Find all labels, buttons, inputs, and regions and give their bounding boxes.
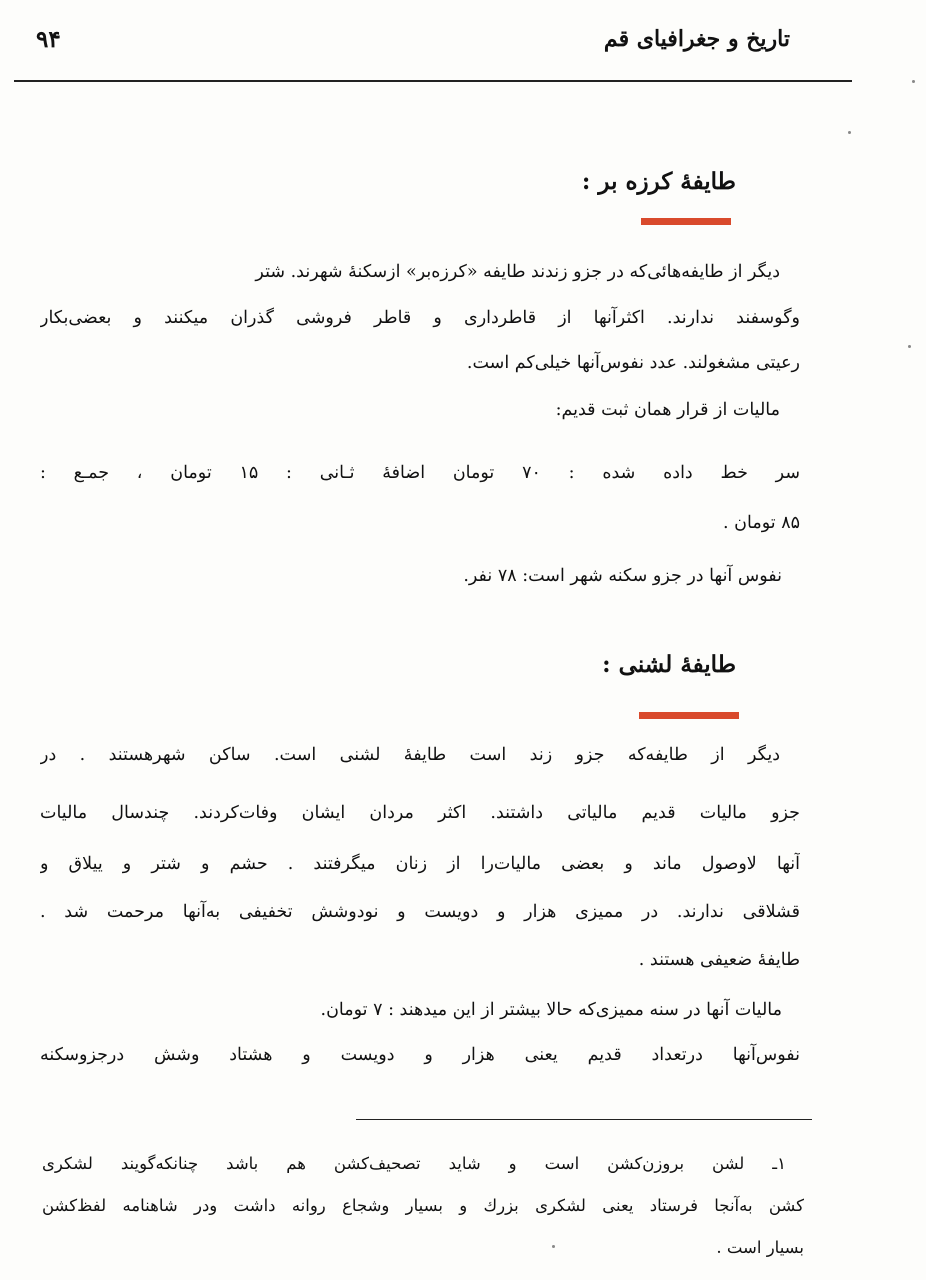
paragraph-line: دیگر از طایفه‌هائی‌که در جزو زندند طایفه «کرزه‌بر» ازسکنۀ شهرند. شتر [255,262,780,282]
paragraph-line: قشلاقی ندارند. در ممیزی هزار و دویست و نودوشش تخفیفی به‌آنها مرحمت شد . [40,902,800,922]
footnote-line: کشن به‌آنجا فرستاد یعنی لشکری بزرك و بسیار وشجاع روانه داشت ودر شاهنامه لفظ‌کشن [42,1196,804,1215]
paragraph-line: مالیات آنها در سنه ممیزی‌که حالا بیشتر از این میدهند : ۷ تومان. [320,1000,782,1020]
scan-speck [908,345,911,348]
page-number: ۹۴ [36,26,61,53]
scan-speck [912,80,915,83]
running-title: تاریخ و جغرافیای قم [603,26,790,52]
scan-speck [848,131,851,134]
section-heading-karzebar: طایفۀ کرزه بر : [581,168,736,195]
paragraph-line: طایفۀ ضعیفی هستند . [638,950,800,970]
footnote-line: ۱ـ لشن بروزن‌کشن است و شاید تصحیف‌کشن هم باشد چنانکه‌گویند لشکری [42,1154,786,1173]
paragraph-line: رعیتی مشغولند. عدد نفوس‌آنها خیلی‌کم است. [466,353,800,373]
scan-speck [552,1245,555,1248]
paragraph-line: نفوس آنها در جزو سکنه شهر است: ۷۸ نفر. [463,566,782,586]
header-rule [14,80,852,82]
paragraph-line: وگوسفند ندارند. اکثرآنها از قاطرداری و قاطر فروشی گذران میکنند و بعضی‌بکار [40,308,800,328]
paragraph-line: ۸۵ تومان . [723,513,800,533]
paragraph-line: مالیات از قرار همان ثبت قدیم: [555,400,780,420]
paragraph-line: دیگر از طایفه‌که جزو زند است طایفۀ لشنی است. ساکن شهرهستند . در [40,745,780,765]
paragraph-line: آنها لاوصول ماند و بعضی مالیات‌را از زنان میگرفتند . حشم و شتر و ییلاق و [40,854,800,874]
footnote-line: بسیار است . [716,1238,804,1257]
heading-underline-bar [639,712,739,719]
heading-underline-bar [641,218,731,225]
section-heading-lashni: طایفۀ لشنی : [602,651,736,678]
page-header [36,22,790,62]
paragraph-line: جزو مالیات قدیم مالیاتی داشتند. اکثر مردان ایشان وفات‌کردند. چندسال مالیات [40,803,800,823]
paragraph-line: نفوس‌آنها درتعداد قدیم یعنی هزار و دویست و هشتاد وشش درجزوسکنه [40,1045,800,1065]
footnote-rule [356,1119,812,1120]
paragraph-line: سر خط داده شده : ۷۰ تومان اضافۀ ثـانی : ۱۵ تومان ، جمـع : [40,463,800,483]
